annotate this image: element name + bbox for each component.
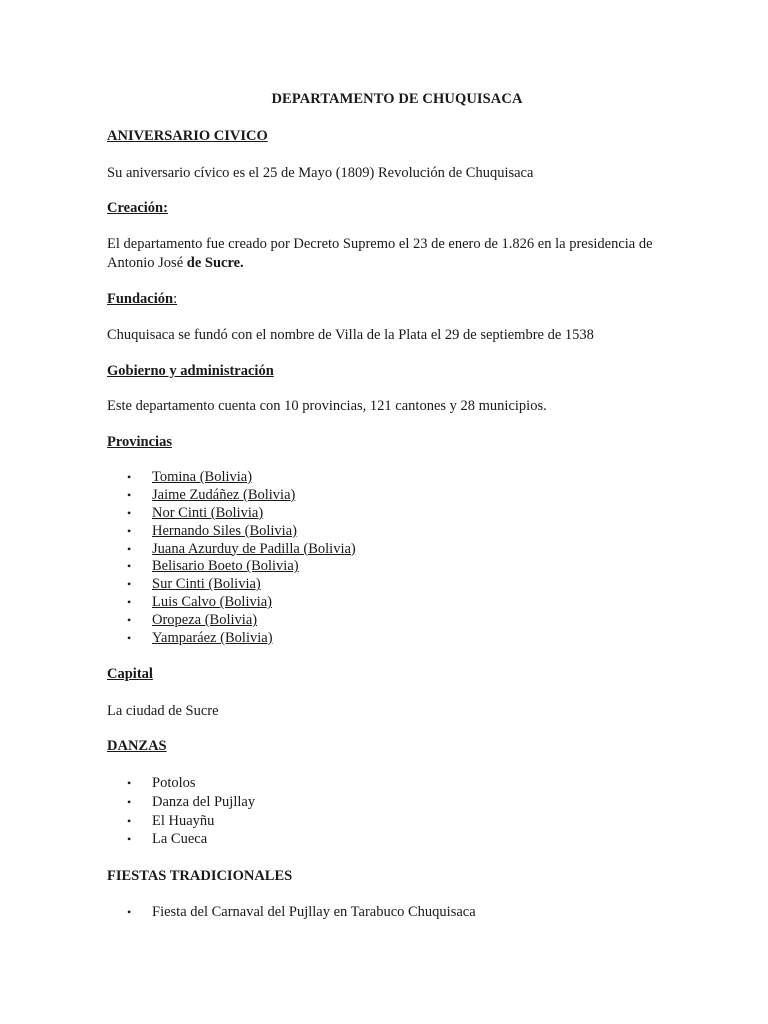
fiestas-heading-text: FIESTAS TRADICIONALES [107, 868, 293, 884]
provincia-link[interactable]: Oropeza (Bolivia) [152, 612, 258, 629]
bullet-icon: • [127, 505, 132, 520]
creacion-heading [107, 199, 687, 218]
provincia-link[interactable]: Luis Calvo (Bolivia) [152, 594, 273, 611]
bullet-icon: • [127, 595, 132, 610]
creacion-text-line2-a: Antonio José [107, 254, 187, 271]
bullet-icon: • [127, 776, 132, 790]
danzas-heading-text: DANZAS [107, 738, 167, 754]
creacion-text [107, 235, 687, 272]
creacion-text-line2 [107, 254, 687, 273]
bullet-icon: • [127, 613, 132, 628]
bullet-icon: • [127, 813, 132, 828]
danza-item: Potolos [152, 775, 196, 791]
list-item [107, 558, 687, 576]
capital-heading-text: Capital [107, 666, 153, 682]
provincia-link[interactable]: Yamparáez (Bolivia) [152, 630, 273, 647]
danzas-list-container [107, 774, 687, 849]
bullet-icon: • [127, 523, 132, 538]
fundacion-heading-suffix: : [173, 291, 178, 307]
bullet-icon: • [127, 559, 132, 574]
provincia-link[interactable]: Tomina (Bolivia) [152, 469, 253, 485]
fundacion-heading [107, 290, 687, 309]
list-item [107, 612, 687, 630]
document-title: DEPARTAMENTO DE CHUQUISACA [271, 91, 523, 107]
list-item [107, 904, 687, 922]
capital-text: La ciudad de Sucre [107, 703, 219, 719]
fiestas-list [107, 904, 687, 922]
danza-item: Danza del Pujllay [152, 793, 256, 810]
provincias-list-container [107, 469, 687, 648]
bullet-icon: • [127, 794, 132, 809]
aniversario-heading-text: ANIVERSARIO CIVICO [107, 128, 268, 144]
list-item [107, 793, 687, 812]
aniversario-text: Su aniversario cívico es el 25 de Mayo (1809) Revolución de Chuquisaca [107, 165, 534, 181]
fundacion-heading-text: Fundación [107, 291, 174, 307]
gobierno-heading [107, 362, 687, 381]
provincia-link[interactable]: Juana Azurduy de Padilla (Bolivia) [152, 540, 356, 557]
list-item [107, 576, 687, 594]
provincias-list [107, 469, 687, 648]
fiestas-heading [107, 867, 687, 886]
bullet-icon: • [127, 905, 132, 919]
capital-heading [107, 665, 687, 684]
aniversario-heading [107, 127, 687, 146]
bullet-icon: • [127, 541, 132, 556]
creacion-text-line1: El departamento fue creado por Decreto Supremo el 23 de enero de 1.826 en la presidencia de [107, 236, 653, 252]
bullet-icon: • [127, 487, 132, 502]
provincia-link[interactable]: Belisario Boeto (Bolivia) [152, 558, 299, 575]
fiestas-list-container [107, 904, 687, 922]
provincia-link[interactable]: Sur Cinti (Bolivia) [152, 576, 261, 593]
list-item [107, 774, 687, 793]
list-item [107, 830, 687, 849]
gobierno-heading-text: Gobierno y administración [107, 363, 274, 379]
creacion-text-line2-bold: de Sucre. [186, 254, 244, 271]
list-item [107, 469, 687, 487]
danzas-heading [107, 737, 687, 756]
fundacion-text: Chuquisaca se fundó con el nombre de Villa de la Plata el 29 de septiembre de 1538 [107, 327, 594, 343]
provincia-link[interactable]: Nor Cinti (Bolivia) [152, 504, 264, 521]
danzas-list [107, 774, 687, 849]
list-item [107, 505, 687, 523]
bullet-icon: • [127, 832, 132, 847]
list-item [107, 487, 687, 505]
bullet-icon: • [127, 631, 132, 646]
provincia-link[interactable]: Jaime Zudáñez (Bolivia) [152, 486, 296, 503]
fiesta-item: Fiesta del Carnaval del Pujllay en Tarabuco Chuquisaca [152, 904, 476, 920]
provincias-heading-text: Provincias [107, 434, 172, 450]
provincia-link[interactable]: Hernando Siles (Bolivia) [152, 522, 297, 539]
creacion-heading-text: Creación: [107, 200, 168, 216]
gobierno-text: Este departamento cuenta con 10 provincias, 121 cantones y 28 municipios. [107, 398, 547, 414]
list-item [107, 630, 687, 648]
list-item [107, 541, 687, 559]
provincias-heading [107, 433, 687, 452]
list-item [107, 594, 687, 612]
bullet-icon: • [127, 577, 132, 592]
danza-item: La Cueca [152, 831, 208, 848]
bullet-icon: • [127, 470, 132, 484]
list-item [107, 523, 687, 541]
list-item [107, 812, 687, 831]
danza-item: El Huayñu [152, 812, 215, 829]
